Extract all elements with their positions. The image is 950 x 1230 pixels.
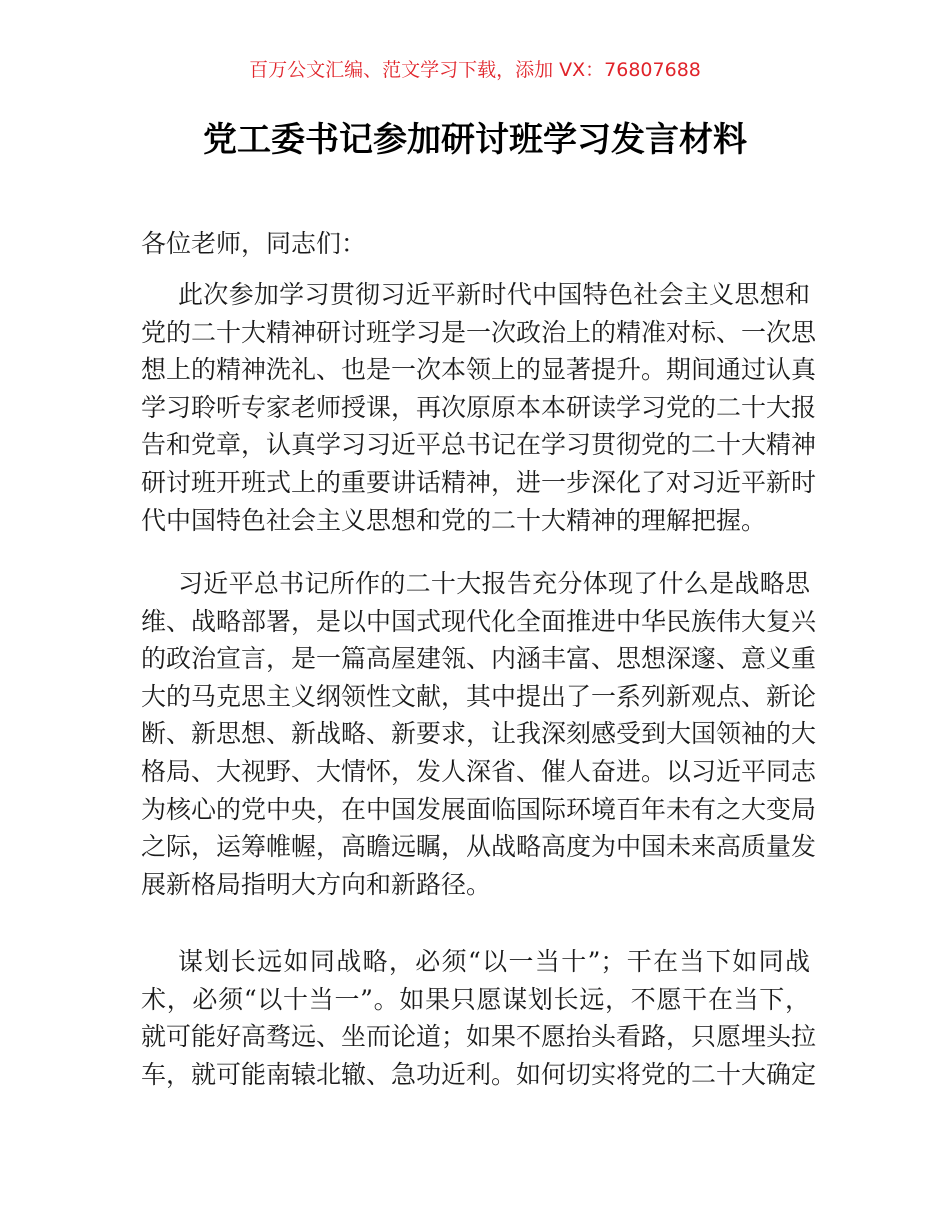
greeting: 各位老师，同志们： bbox=[141, 229, 367, 258]
text-line: 习近平总书记所作的二十大报告充分体现了什么是战略思 bbox=[178, 569, 810, 598]
text-line: 就可能好高骛远、坐而论道；如果不愿抬头看路，只愿埋头拉 bbox=[141, 1022, 817, 1052]
paragraph-1 bbox=[141, 276, 817, 539]
text-line: 格局、大视野、大情怀，发人深省、催人奋进。以习近平同志 bbox=[141, 756, 817, 786]
text-line: 谋划长远如同战略，必须“以一当十”；干在当下如同战 bbox=[178, 947, 810, 976]
text-line: 车，就可能南辕北辙、急功近利。如何切实将党的二十大确定 bbox=[141, 1059, 817, 1089]
text-line: 想上的精神洗礼、也是一次本领上的显著提升。期间通过认真 bbox=[141, 355, 817, 385]
text-line: 告和党章，认真学习习近平总书记在学习贯彻党的二十大精神 bbox=[141, 430, 817, 460]
text-line: 维、战略部署，是以中国式现代化全面推进中华民族伟大复兴 bbox=[141, 606, 817, 636]
text-line: 为核心的党中央，在中国发展面临国际环境百年未有之大变局 bbox=[141, 794, 817, 824]
paragraph-3 bbox=[141, 943, 817, 1093]
watermark-header: 百万公文汇编、范文学习下载，添加 VX：76807688 bbox=[249, 59, 701, 81]
document-title: 党工委书记参加研讨班学习发言材料 bbox=[203, 120, 747, 160]
text-line: 大的马克思主义纲领性文献，其中提出了一系列新观点、新论 bbox=[141, 681, 817, 711]
text-line: 之际，运筹帷幄，高瞻远瞩，从战略高度为中国未来高质量发 bbox=[141, 832, 817, 862]
text-line: 学习聆听专家老师授课，再次原原本本研读学习党的二十大报 bbox=[141, 392, 817, 422]
text-line: 此次参加学习贯彻习近平新时代中国特色社会主义思想和 bbox=[178, 280, 810, 309]
text-line: 展新格局指明大方向和新路径。 bbox=[141, 869, 492, 899]
text-line: 断、新思想、新战略、新要求，让我深刻感受到大国领袖的大 bbox=[141, 719, 817, 749]
text-line: 的政治宣言，是一篇高屋建瓴、内涵丰富、思想深邃、意义重 bbox=[141, 644, 817, 674]
text-line: 代中国特色社会主义思想和党的二十大精神的理解把握。 bbox=[141, 505, 767, 535]
text-line: 术，必须“以十当一”。如果只愿谋划长远，不愿干在当下， bbox=[141, 984, 810, 1014]
text-line: 研讨班开班式上的重要讲话精神，进一步深化了对习近平新时 bbox=[141, 467, 817, 497]
paragraph-2 bbox=[141, 565, 817, 903]
text-line: 党的二十大精神研讨班学习是一次政治上的精准对标、一次思 bbox=[141, 317, 817, 347]
